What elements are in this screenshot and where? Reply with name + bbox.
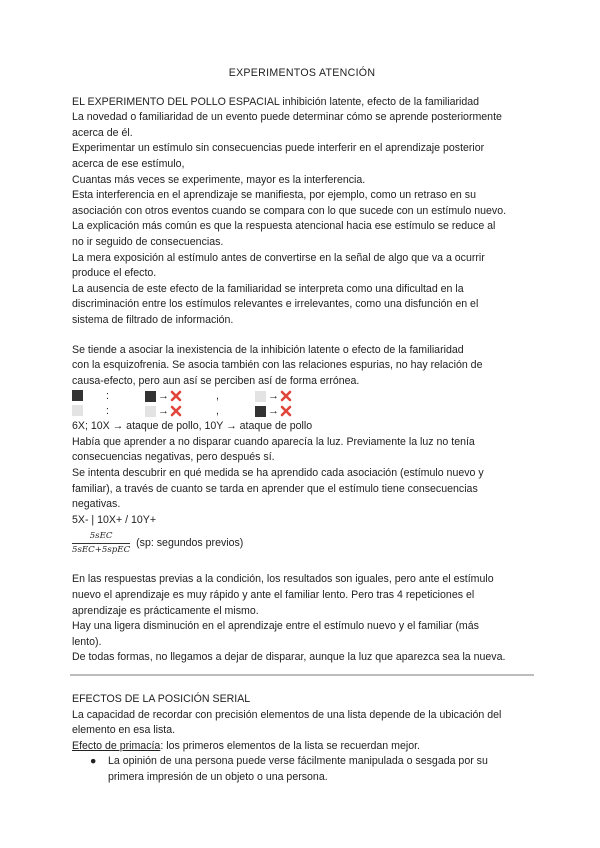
bullet-icon: ● [90, 755, 97, 768]
text-line: discriminación entre los estímulos relevantes e irrelevantes, como una disfunción en el [72, 298, 479, 311]
comma: , [216, 405, 219, 418]
primacy-text: : los primeros elementos de la lista se recuerdan mejor. [160, 739, 420, 752]
horizontal-divider [70, 674, 534, 676]
esquizofrenia-paragraph [72, 343, 532, 390]
primacy-label: Efecto de primacía [72, 739, 161, 752]
text-line: Hay una ligera disminución en el aprendizaje entre el estímulo nuevo y el familiar (más [72, 620, 479, 633]
bullet-text-line: primera impresión de un objeto o una persona. [108, 770, 328, 783]
text-line: De todas formas, no llegamos a dejar de disparar, aunque la luz que aparezca sea la nueva. [72, 651, 506, 664]
stimulus-light-no-shock [255, 390, 292, 402]
light-square-icon [255, 391, 266, 402]
stimulus-light-no-shock [145, 405, 182, 417]
section-heading: EFECTOS DE LA POSICIÓN SERIAL [72, 693, 251, 705]
primacy-line [72, 739, 532, 755]
text-line: La novedad o familiaridad de un evento puede determinar cómo se aprende posteriormente [72, 111, 502, 124]
bullet-list [72, 754, 532, 785]
stimulus-dark-no-shock [255, 405, 292, 417]
spacer [72, 558, 532, 572]
text-line: La mera exposición al estímulo antes de convertirse en la señal de algo que va a ocurrir [72, 251, 485, 264]
text-line: negativas. [72, 498, 121, 511]
light-square-icon [145, 406, 156, 417]
text-line: Había que aprender a no disparar cuando aparecía la luz. Previamente la luz no tenía [72, 435, 475, 448]
red-x-icon [280, 405, 292, 417]
stimulus-dark-no-shock [145, 390, 182, 402]
text-line: acerca de ese estímulo, [72, 157, 185, 170]
fraction-note: (sp: segundos previos) [136, 536, 244, 549]
stimulus-dark [72, 390, 83, 401]
stimulus-light [72, 405, 83, 416]
light-square-icon [72, 405, 83, 416]
text-line: aprendizaje es prácticamente el mismo. [72, 604, 259, 617]
text-line: 6X; 10X → ataque de pollo, 10Y → ataque de pollo [72, 420, 313, 433]
text-line: En las respuestas previas a la condición, los resultados son iguales, pero ante el estímulo [72, 573, 494, 586]
fraction-bar [72, 543, 130, 544]
spacer [72, 329, 532, 343]
text-line: causa-efecto, pero aun así se perciben así de forma errónea. [72, 374, 360, 387]
red-x-icon [280, 390, 292, 402]
comma: , [216, 390, 219, 403]
text-line: sistema de filtrado de información. [72, 313, 234, 326]
fraction-numerator: 5sEC [89, 530, 113, 541]
text-line: La explicación más común es que la respuesta atencional hacia ese estímulo se reduce al [72, 220, 496, 233]
document-page [72, 66, 532, 786]
dark-square-icon [255, 406, 266, 417]
text-line: Esta interferencia en el aprendizaje se manifiesta, por ejemplo, como un retraso en su [72, 189, 476, 202]
dark-square-icon [145, 391, 156, 402]
arrow-icon: → [158, 405, 169, 418]
list-item [90, 754, 532, 785]
ratio-formula [72, 529, 532, 557]
text-line: Experimentar un estímulo sin consecuencias puede interferir en el aprendizaje posterior [72, 142, 485, 155]
text-line: familiar), a través de cuanto se tarda en aprender que el estímulo tiene consecuencias [72, 482, 478, 495]
text-line: produce el efecto. [72, 267, 157, 280]
document-title: EXPERIMENTOS ATENCIÓN [228, 67, 376, 79]
text-line: 5X- | 10X+ / 10Y+ [72, 513, 157, 526]
arrow-icon: → [268, 405, 279, 418]
arrow-icon: → [268, 390, 279, 403]
text-line: La ausencia de este efecto de la familiaridad se interpreta como una dificultad en la [72, 282, 464, 295]
text-line: nuevo el aprendizaje es muy rápido y ante el familiar lento. Pero tras 4 repeticiones el [72, 589, 475, 602]
colon: : [106, 405, 109, 418]
text-line: La capacidad de recordar con precisión elementos de una lista depende de la ubicación del [72, 708, 502, 721]
text-line: con la esquizofrenia. Se asocia también con las relaciones espurias, no hay relación de [72, 359, 483, 372]
stimulus-diagram [72, 389, 532, 419]
results-paragraph [72, 572, 532, 666]
text-line: EL EXPERIMENTO DEL POLLO ESPACIAL inhibición latente, efecto de la familiaridad [72, 95, 480, 108]
stimulus-row [72, 404, 532, 419]
dark-square-icon [72, 390, 83, 401]
text-line: asociación con otros eventos cuando se compara con lo que sucede con un estímulo nuevo. [72, 204, 507, 217]
posicion-serial-section [72, 692, 532, 786]
stimulus-row [72, 389, 532, 404]
colon: : [106, 390, 109, 403]
text-line: elemento en esa lista. [72, 724, 176, 737]
fraction-denominator: 5sEC+5spEC [72, 544, 131, 555]
pollo-experiment-details [72, 419, 532, 528]
text-line: no ir seguido de consecuencias. [72, 235, 224, 248]
text-line: Cuantas más veces se experimente, mayor es la interferencia. [72, 173, 366, 186]
text-line: Se tiende a asociar la inexistencia de la inhibición latente o efecto de la familiaridad [72, 343, 464, 356]
bullet-text-line: La opinión de una persona puede verse fácilmente manipulada o sesgada por su [108, 755, 488, 768]
arrow-icon: → [158, 390, 169, 403]
fraction [72, 531, 130, 556]
text-line: acerca de él. [72, 126, 133, 139]
red-x-icon [170, 390, 182, 402]
text-line: lento). [72, 635, 102, 648]
red-x-icon [170, 405, 182, 417]
pollo-espacial-intro [72, 95, 532, 329]
text-line: consecuencias negativas, pero después sí. [72, 451, 275, 464]
text-line: Se intenta descubrir en qué medida se ha aprendido cada asociación (estímulo nuevo y [72, 467, 484, 480]
